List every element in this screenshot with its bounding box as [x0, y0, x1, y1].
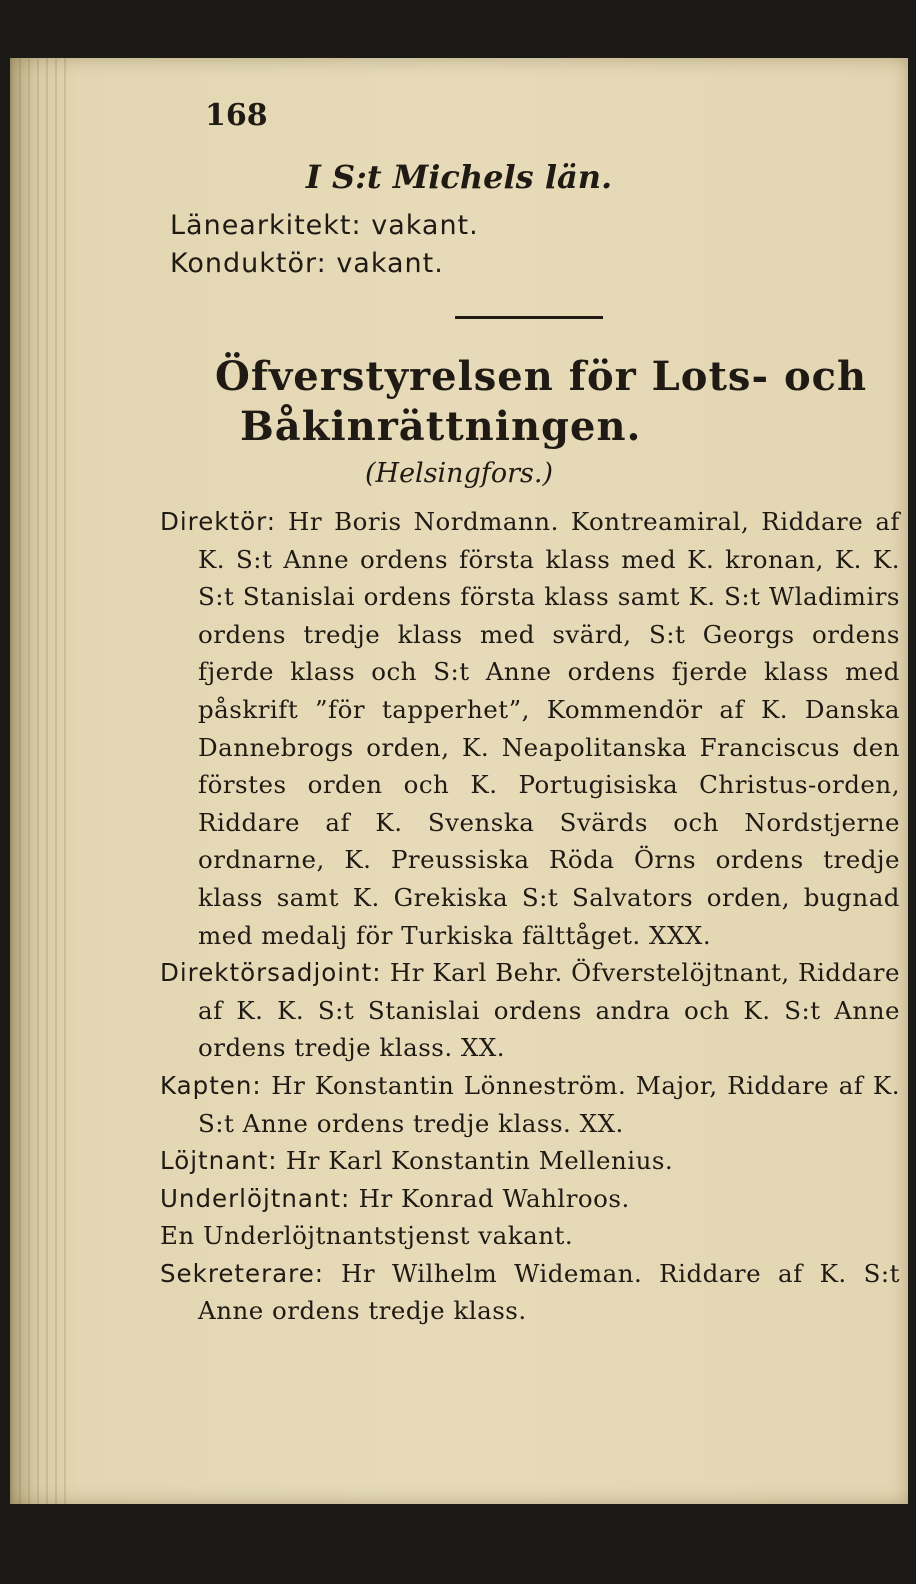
page-text	[10, 58, 908, 1504]
entry-kapten	[160, 1067, 900, 1142]
lanearkitekt-value: vakant.	[371, 210, 479, 241]
entry-title: Direktör:	[160, 507, 276, 536]
entry-text: Hr Konstantin Lönneström. Major, Riddare af K. S:t Anne ordens tredje klass. XX.	[198, 1070, 900, 1138]
lanearkitekt-line	[170, 210, 479, 241]
section-title-line2: Båkinrättningen.	[240, 403, 642, 450]
page-number: 168	[205, 98, 268, 133]
lanearkitekt-label: Länearkitekt:	[170, 210, 362, 241]
entry-title: Direktörsadjoint:	[160, 958, 382, 988]
entry-text: Hr Karl Behr. Öfverstelöjtnant, Riddare af K. K. S:t Stanislai ordens andra och K. S:t Anne ordens tredje klass. XX.	[198, 958, 900, 1063]
book-page	[10, 58, 908, 1504]
section-title-line1: Öfverstyrelsen för Lots- och	[215, 353, 868, 400]
entry-title: Sekreterare:	[160, 1258, 325, 1288]
konduktor-label: Konduktör:	[170, 248, 327, 279]
entry-text: Hr Konrad Wahlroos.	[358, 1183, 630, 1213]
entry-underlojtnant	[160, 1180, 900, 1218]
entry-sekreterare	[160, 1255, 900, 1330]
entry-text: Hr Wilhelm Wideman. Riddare af K. S:t Anne ordens tredje klass.	[198, 1258, 900, 1326]
entry-text: Hr Boris Nordmann. Kontreamiral, Riddare af K. S:t Anne ordens första klass med K. kronan, K. K. S:t Stanislai ordens första klass samt K. S:t Wladimirs ordens tredje klass med svärd, S:t Georgs ordens fjerde klass och S:t Anne ordens fjerde klass med påskrift ”för tapperhet”, Kommendör af K. Danska Dannebrogs orden, K. Neapolitanska Franciscus den förstes orden och K. Portugisiska Christus-orden, Riddare af K. Svenska Svärds och Nordstjerne ordnarne, K. Preussiska Röda Örns ordens tredje klass samt K. Grekiska S:t Salvators orden, bugnad med medalj för Turkiska fälttåget. XXX.	[198, 507, 900, 950]
entry-direktorsadjoint	[160, 954, 900, 1067]
entry-text: En Underlöjtnantstjenst vakant.	[160, 1221, 574, 1251]
entry-title: Underlöjtnant:	[160, 1183, 351, 1213]
entry-vakant-tjenst	[160, 1217, 900, 1255]
section-divider	[455, 316, 603, 319]
konduktor-value: vakant.	[336, 248, 444, 279]
entry-title: Kapten:	[160, 1070, 262, 1100]
section-location: (Helsingfors.)	[365, 458, 553, 489]
entry-title: Löjtnant:	[160, 1146, 278, 1176]
entry-lojtnant	[160, 1142, 900, 1180]
entry-direktor	[160, 503, 900, 954]
district-heading: I S:t Michels län.	[305, 158, 613, 196]
konduktor-line	[170, 248, 444, 279]
entry-text: Hr Karl Konstantin Mellenius.	[285, 1146, 674, 1176]
staff-list	[160, 503, 900, 1330]
